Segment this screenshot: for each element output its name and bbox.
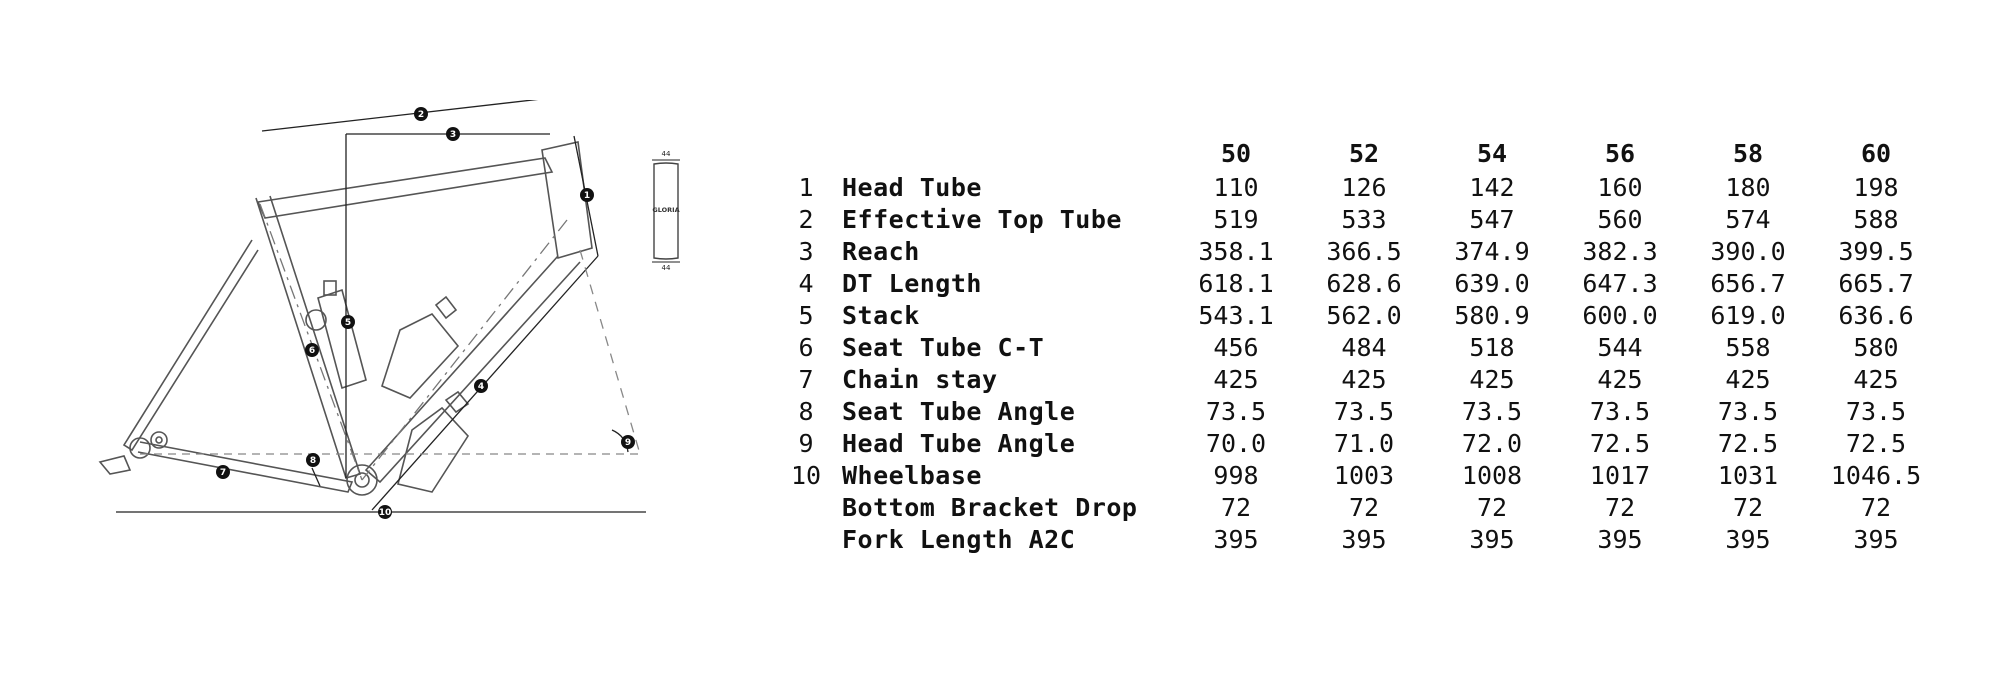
measurement-value: 425 bbox=[1853, 365, 1899, 394]
measurement-value: 73.5 bbox=[1589, 397, 1651, 426]
measurement-value: 1008 bbox=[1461, 461, 1523, 490]
measurement-value: 72 bbox=[1860, 493, 1892, 522]
measurement-value: 72 bbox=[1348, 493, 1380, 522]
measurement-value: 72 bbox=[1604, 493, 1636, 522]
measurement-value: 72 bbox=[1476, 493, 1508, 522]
table-row bbox=[770, 460, 1940, 492]
measurement-value: 619.0 bbox=[1710, 301, 1786, 330]
row-number: 1 bbox=[798, 173, 814, 202]
measurement-value: 180 bbox=[1725, 173, 1771, 202]
measurement-name: DT Length bbox=[842, 269, 982, 298]
measurement-value: 425 bbox=[1213, 365, 1259, 394]
svg-text:7: 7 bbox=[219, 468, 227, 478]
badge-bottom-dimension: 44 bbox=[661, 264, 671, 272]
measurement-value: 574 bbox=[1725, 205, 1771, 234]
measurement-value: 395 bbox=[1725, 525, 1771, 554]
header-spacer-num bbox=[770, 132, 842, 172]
measurement-value: 374.9 bbox=[1454, 237, 1530, 266]
measurement-value: 71.0 bbox=[1333, 429, 1395, 458]
header-spacer-name bbox=[842, 132, 1172, 172]
measurement-value: 998 bbox=[1213, 461, 1259, 490]
measurement-value: 484 bbox=[1341, 333, 1387, 362]
measurement-value: 1003 bbox=[1333, 461, 1395, 490]
measurement-value: 1046.5 bbox=[1830, 461, 1922, 490]
measurement-value: 160 bbox=[1597, 173, 1643, 202]
measurement-value: 425 bbox=[1341, 365, 1387, 394]
measurement-value: 366.5 bbox=[1326, 237, 1402, 266]
measurement-value: 198 bbox=[1853, 173, 1899, 202]
row-number: 8 bbox=[798, 397, 814, 426]
callout-4 bbox=[474, 379, 488, 393]
measurement-value: 395 bbox=[1597, 525, 1643, 554]
measurement-value: 600.0 bbox=[1582, 301, 1658, 330]
measurement-name: Fork Length A2C bbox=[842, 525, 1076, 554]
measurement-value: 72.5 bbox=[1589, 429, 1651, 458]
measurement-value: 390.0 bbox=[1710, 237, 1786, 266]
measurement-value: 395 bbox=[1213, 525, 1259, 554]
callout-3 bbox=[446, 127, 460, 141]
measurement-value: 533 bbox=[1341, 205, 1387, 234]
geometry-table bbox=[770, 132, 1940, 556]
svg-text:9: 9 bbox=[624, 438, 632, 448]
measurement-value: 656.7 bbox=[1710, 269, 1786, 298]
row-number: 4 bbox=[798, 269, 814, 298]
measurement-value: 1031 bbox=[1717, 461, 1779, 490]
measurement-value: 618.1 bbox=[1198, 269, 1274, 298]
geometry-table-body bbox=[770, 172, 1940, 556]
row-number: 5 bbox=[798, 301, 814, 330]
measurement-value: 72 bbox=[1732, 493, 1764, 522]
measurement-name: Effective Top Tube bbox=[842, 205, 1122, 234]
svg-text:1: 1 bbox=[583, 191, 591, 201]
row-number bbox=[770, 524, 842, 556]
svg-text:2: 2 bbox=[417, 110, 425, 120]
size-header: 60 bbox=[1860, 139, 1892, 168]
measurement-value: 647.3 bbox=[1582, 269, 1658, 298]
table-row bbox=[770, 364, 1940, 396]
measurement-value: 358.1 bbox=[1198, 237, 1274, 266]
measurement-value: 588 bbox=[1853, 205, 1899, 234]
callout-6 bbox=[305, 343, 319, 357]
measurement-value: 560 bbox=[1597, 205, 1643, 234]
callout-9 bbox=[621, 435, 635, 449]
svg-text:6: 6 bbox=[308, 346, 316, 356]
callout-2 bbox=[414, 107, 428, 121]
dimension-lines bbox=[116, 100, 646, 512]
measurement-name: Chain stay bbox=[842, 365, 998, 394]
measurement-value: 73.5 bbox=[1461, 397, 1523, 426]
badge-top-dimension: 44 bbox=[661, 150, 671, 158]
measurement-value: 518 bbox=[1469, 333, 1515, 362]
table-row bbox=[770, 524, 1940, 556]
measurement-value: 425 bbox=[1597, 365, 1643, 394]
size-header: 54 bbox=[1476, 139, 1508, 168]
measurement-name: Head Tube Angle bbox=[842, 429, 1076, 458]
measurement-value: 580.9 bbox=[1454, 301, 1530, 330]
measurement-name: Seat Tube Angle bbox=[842, 397, 1076, 426]
svg-text:4: 4 bbox=[477, 382, 485, 392]
measurement-value: 73.5 bbox=[1333, 397, 1395, 426]
measurement-name: Bottom Bracket Drop bbox=[842, 493, 1138, 522]
measurement-value: 425 bbox=[1469, 365, 1515, 394]
svg-text:5: 5 bbox=[344, 318, 352, 328]
measurement-name: Reach bbox=[842, 237, 920, 266]
size-header: 56 bbox=[1604, 139, 1636, 168]
measurement-value: 395 bbox=[1853, 525, 1899, 554]
row-number: 10 bbox=[790, 461, 822, 490]
measurement-value: 580 bbox=[1853, 333, 1899, 362]
measurement-value: 110 bbox=[1213, 173, 1259, 202]
measurement-value: 73.5 bbox=[1717, 397, 1779, 426]
measurement-value: 562.0 bbox=[1326, 301, 1402, 330]
row-number: 9 bbox=[798, 429, 814, 458]
svg-text:8: 8 bbox=[309, 456, 317, 466]
measurement-value: 399.5 bbox=[1838, 237, 1914, 266]
measurement-value: 72 bbox=[1220, 493, 1252, 522]
measurement-value: 72.0 bbox=[1461, 429, 1523, 458]
size-header-row bbox=[770, 132, 1940, 172]
measurement-name: Stack bbox=[842, 301, 920, 330]
table-row bbox=[770, 204, 1940, 236]
badge-logo-text: GLORIA bbox=[652, 206, 680, 214]
measurement-value: 547 bbox=[1469, 205, 1515, 234]
measurement-value: 628.6 bbox=[1326, 269, 1402, 298]
measurement-value: 456 bbox=[1213, 333, 1259, 362]
measurement-name: Wheelbase bbox=[842, 461, 982, 490]
measurement-value: 1017 bbox=[1589, 461, 1651, 490]
row-number: 2 bbox=[798, 205, 814, 234]
measurement-value: 395 bbox=[1469, 525, 1515, 554]
svg-text:10: 10 bbox=[378, 508, 392, 518]
row-number: 7 bbox=[798, 365, 814, 394]
size-header: 58 bbox=[1732, 139, 1764, 168]
measurement-value: 519 bbox=[1213, 205, 1259, 234]
measurement-value: 72.5 bbox=[1845, 429, 1907, 458]
callout-8 bbox=[306, 453, 320, 467]
measurement-value: 395 bbox=[1341, 525, 1387, 554]
callout-10 bbox=[378, 505, 392, 519]
row-number: 3 bbox=[798, 237, 814, 266]
row-number: 6 bbox=[798, 333, 814, 362]
measurement-value: 142 bbox=[1469, 173, 1515, 202]
table-row bbox=[770, 172, 1940, 204]
measurement-value: 70.0 bbox=[1205, 429, 1267, 458]
headtube-badge-inset bbox=[652, 150, 680, 272]
measurement-value: 382.3 bbox=[1582, 237, 1658, 266]
callout-5 bbox=[341, 315, 355, 329]
table-row bbox=[770, 492, 1940, 524]
svg-text:3: 3 bbox=[449, 130, 457, 140]
measurement-value: 639.0 bbox=[1454, 269, 1530, 298]
measurement-value: 665.7 bbox=[1838, 269, 1914, 298]
measurement-name: Seat Tube C-T bbox=[842, 333, 1045, 362]
measurement-value: 72.5 bbox=[1717, 429, 1779, 458]
frame-geometry-diagram bbox=[80, 100, 700, 560]
measurement-value: 558 bbox=[1725, 333, 1771, 362]
measurement-name: Head Tube bbox=[842, 173, 982, 202]
table-row bbox=[770, 428, 1940, 460]
table-row bbox=[770, 396, 1940, 428]
measurement-value: 73.5 bbox=[1205, 397, 1267, 426]
callout-7 bbox=[216, 465, 230, 479]
measurement-value: 425 bbox=[1725, 365, 1771, 394]
callout-1 bbox=[580, 188, 594, 202]
row-number bbox=[770, 492, 842, 524]
measurement-value: 543.1 bbox=[1198, 301, 1274, 330]
measurement-value: 636.6 bbox=[1838, 301, 1914, 330]
table-row bbox=[770, 268, 1940, 300]
table-row bbox=[770, 236, 1940, 268]
table-row bbox=[770, 332, 1940, 364]
size-header: 52 bbox=[1348, 139, 1380, 168]
size-header: 50 bbox=[1220, 139, 1252, 168]
measurement-value: 126 bbox=[1341, 173, 1387, 202]
measurement-value: 73.5 bbox=[1845, 397, 1907, 426]
measurement-value: 544 bbox=[1597, 333, 1643, 362]
table-row bbox=[770, 300, 1940, 332]
